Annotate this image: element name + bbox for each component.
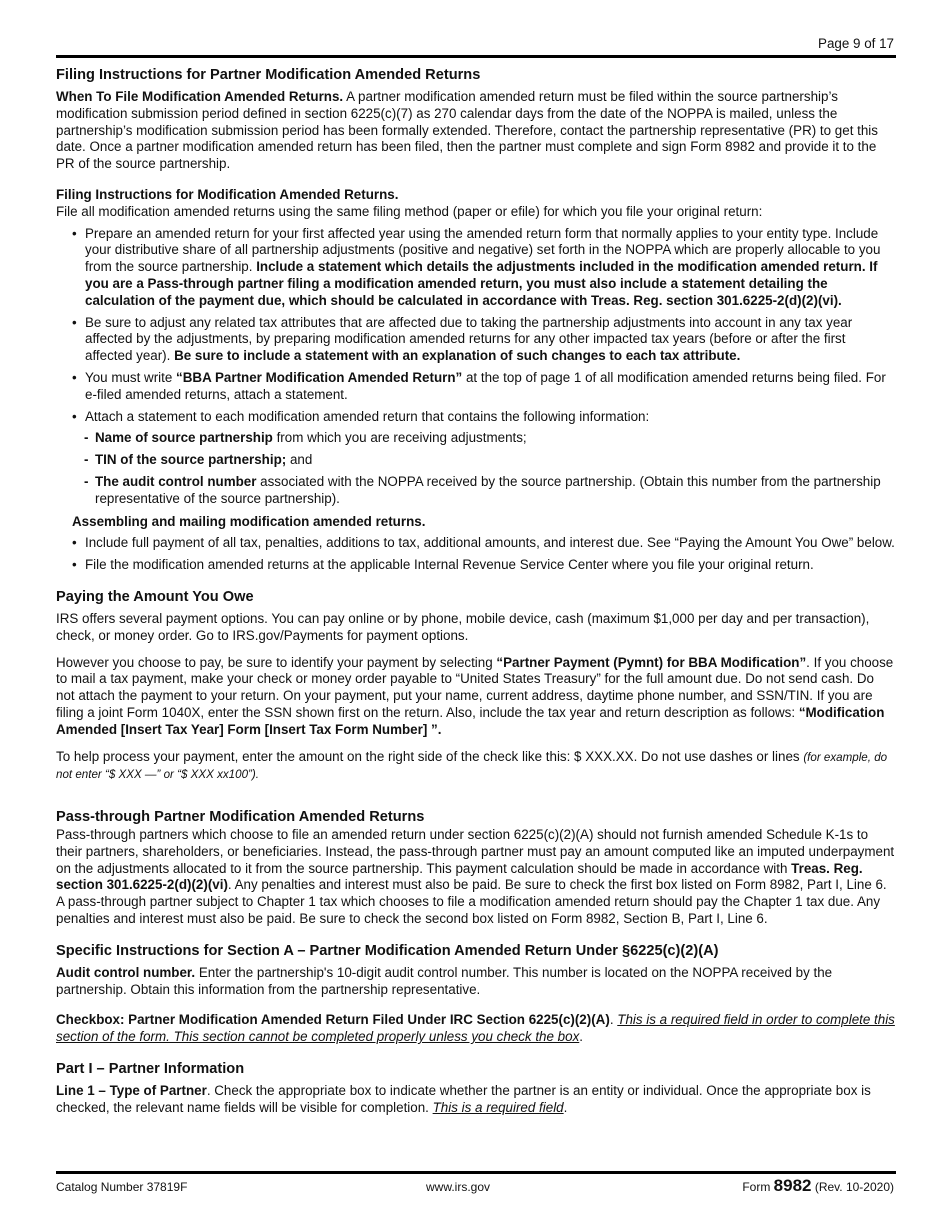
footer-rule — [56, 1171, 896, 1174]
statement-info-list — [56, 430, 896, 507]
audit-control-number-paragraph: Audit control number. Enter the partnership's 10-digit audit control number. This number is located on the NOPPA received by the partnership. Obtain this information from the partnership representative. — [56, 964, 833, 997]
filing-instructions-heading: Filing Instructions for Partner Modification Amended Returns — [56, 67, 481, 83]
line-1-paragraph: Line 1 – Type of Partner. Check the appropriate box to indicate whether the partner is an entity or individual. Once the appropriate box is checked, the relevant name fields will be visible for completion. This is a required field. — [56, 1083, 871, 1115]
page-number: Page 9 of 17 — [818, 36, 894, 51]
list-item: • Prepare an amended return for your first affected year using the amended return form that normally applies to your entity type. Include your distributive share of all partnership adjustments (positive and negative) set forth in the NOPPA which are properly allocable to you from the source partnership. Include a statement which details the adjustments included in the modification amended return. If you are a Pass-through partner filing a modification amended return, you must also include a statement detailing the calculation of the payment due, which should be calculated in accordance with Treas. Reg. section 301.6225-2(d)(2)(vi). — [85, 226, 896, 310]
list-item: • Attach a statement to each modification amended return that contains the following information: — [85, 409, 896, 426]
paying-heading: Paying the Amount You Owe — [56, 588, 254, 605]
part-one-heading: Part I – Partner Information — [56, 1061, 245, 1078]
paying-paragraph-3: To help process your payment, enter the amount on the right side of the check like this: $ XXX.XX. Do not use dashes or lines (for example, do not enter “$ XXX —” or “$ XXX xx100”). — [56, 748, 888, 782]
section-a-heading: Specific Instructions for Section A – Partner Modification Amended Return Under §6225(c)(2)(A) — [56, 942, 719, 959]
header-rule — [56, 55, 896, 58]
list-item: - The audit control number associated with the NOPPA received by the source partnership. (Obtain this number from the partnership representative of the source partnership). — [95, 474, 896, 508]
form-revision: Form 8982 (Rev. 10-2020) — [742, 1176, 894, 1195]
page-content — [56, 66, 896, 1117]
list-item: • File the modification amended returns at the applicable Internal Revenue Service Center where you file your original return. — [85, 557, 896, 574]
paying-paragraph-1: IRS offers several payment options. You can pay online or by phone, mobile device, cash (maximum $1,000 per day and per transaction), check, or money order. Go to IRS.gov/Payments for payment options. — [56, 610, 870, 643]
assembling-subheading: Assembling and mailing modification amended returns. — [72, 513, 426, 529]
when-to-file-paragraph: When To File Modification Amended Returns. A partner modification amended return must be filed within the source partnership’s modification submission period defined in section 6225(c)(7) as 270 calendar days from the date of the NOPPA is mailed, unless the partnership’s modification submission period has been formally extended. Therefore, contact the partnership representative (PR) to get this date. Once a partner modification amended return has been filed, then the partner must complete and sign Form 8982 and provide it to the PR of the source partnership. — [56, 89, 878, 172]
assembling-bullet-list — [56, 535, 896, 574]
list-item: • Include full payment of all tax, penalties, additions to tax, additional amounts, and interest due. See “Paying the Amount You Owe” below. — [85, 535, 896, 552]
pass-through-heading: Pass-through Partner Modification Amended Returns — [56, 809, 425, 826]
website-link[interactable]: www.irs.gov — [426, 1180, 491, 1194]
when-to-file-label: When To File Modification Amended Returns. — [56, 89, 344, 104]
list-item: - TIN of the source partnership; and — [95, 452, 896, 469]
list-item: - Name of source partnership from which you are receiving adjustments; — [95, 430, 896, 447]
pass-through-paragraph: Pass-through partners which choose to file an amended return under section 6225(c)(2)(A) should not furnish amended Schedule K-1s to their partners, shareholders, or beneficiaries. Instead, the pass-through partner must pay an amount computed like an imputed underpayment on the adjustments allocated to it from the source partnership. This payment calculation should be made in accordance with Treas. Reg. section 301.6225-2(d)(2)(vi). Any penalties and interest must also be paid. Be sure to check the first box listed on Form 8982, Part I, Line 6. A pass-through partner subject to Chapter 1 tax which chooses to file a modification amended return should pay the Chapter 1 tax due. Any penalties and interest must also be paid. Be sure to check the second box listed on Form 8982, Section B, Part I, Line 6. — [56, 827, 895, 927]
list-item: • You must write “BBA Partner Modification Amended Return” at the top of page 1 of all modification amended returns being filed. For e-filed amended returns, attach a statement. — [85, 370, 896, 404]
paying-paragraph-2: However you choose to pay, be sure to identify your payment by selecting “Partner Payment (Pymnt) for BBA Modification”. If you choose to mail a tax payment, make your check or money order payable to “United States Treasury” for the full amount due. Do not send cash. Do not attach the payment to your return. On your payment, put your name, current address, daytime phone number, and SSN/TIN. If you are filing a joint Form 1040X, enter the SSN shown first on the return. Also, include the tax year and return description as follows: “Modification Amended [Insert Tax Year] Form [Insert Tax Form Number] ”. — [56, 654, 894, 737]
filing-bullet-list — [56, 226, 896, 426]
catalog-number: Catalog Number 37819F — [56, 1180, 188, 1194]
modification-returns-intro: File all modification amended returns using the same filing method (paper or efile) for which you file your original return: — [56, 203, 763, 219]
list-item: • Be sure to adjust any related tax attributes that are affected due to taking the partnership adjustments into account in any tax year affected by the adjustments, by preparing modification amended returns for any other impacted tax years (before or after the first affected year). Be sure to include a statement with an explanation of such changes to each tax attribute. — [85, 315, 896, 365]
modification-returns-subheading: Filing Instructions for Modification Amended Returns. — [56, 186, 399, 202]
checkbox-paragraph: Checkbox: Partner Modification Amended Return Filed Under IRC Section 6225(c)(2)(A). This is a required field in order to complete this section of the form. This section cannot be completed properly unless you check the box. — [56, 1012, 895, 1045]
